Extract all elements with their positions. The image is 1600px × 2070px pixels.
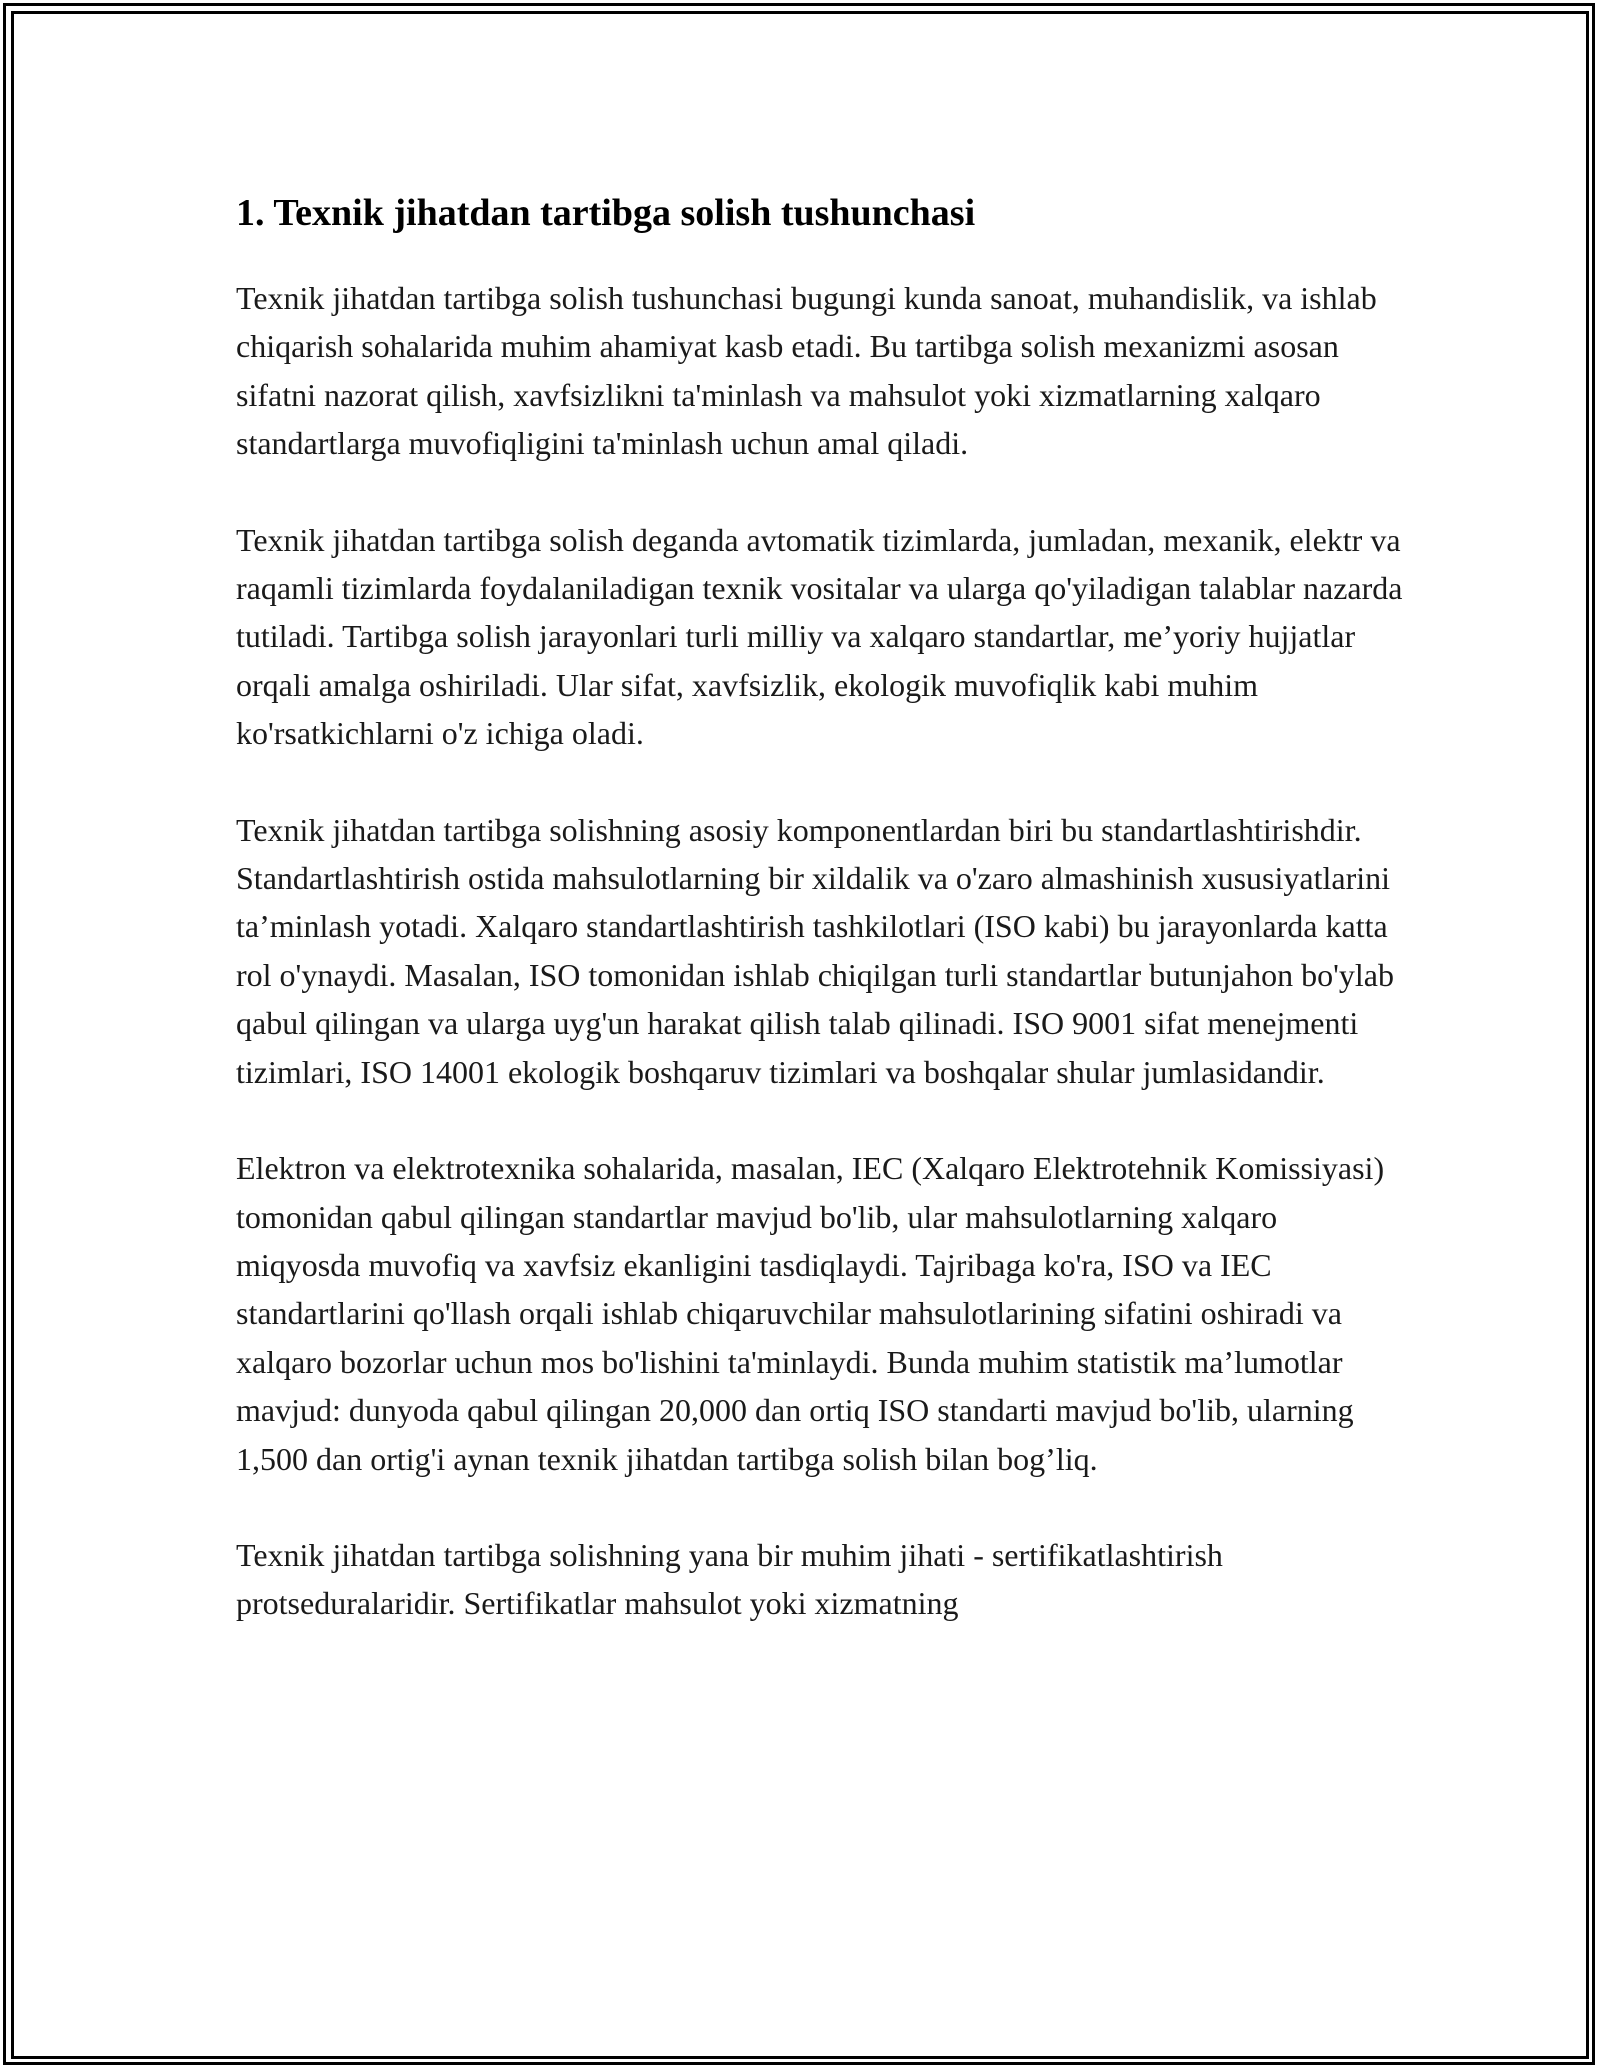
paragraph-1: Texnik jihatdan tartibga solish tushunchasi bugungi kunda sanoat, muhandislik, va ishlab chiqarish sohalarida muhim ahamiyat kasb etadi. Bu tartibga solish mexanizmi asosan sifatni nazorat qilish, xavfsizlikni ta'minlash va mahsulot yoki xizmatlarning xalqaro standartlarga muvofiqligini ta'minlash uchun amal qiladi. <box>236 280 1377 462</box>
section-title: 1. Texnik jihatdan tartibga solish tushunchasi <box>236 192 976 234</box>
paragraph-4: Elektron va elektrotexnika sohalarida, masalan, IEC (Xalqaro Elektrotehnik Komissiyasi) tomonidan qabul qilingan standartlar mavjud bo'lib, ular mahsulotlarning xalqaro miqyosda muvofiq va xavfsiz ekanligini tasdiqlaydi. Tajribaga ko'ra, ISO va IEC standartlarini qo'llash orqali ishlab chiqaruvchilar mahsulotlarining sifatini oshiradi va xalqaro bozorlar uchun mos bo'lishini ta'minlaydi. Bunda muhim statistik ma’lumotlar mavjud: dunyoda qabul qilingan 20,000 dan ortiq ISO standarti mavjud bo'lib, ularning 1,500 dan ortig'i aynan texnik jihatdan tartibga solish bilan bog’liq. <box>236 1150 1385 1477</box>
paragraph-2: Texnik jihatdan tartibga solish deganda avtomatik tizimlarda, jumladan, mexanik, elektr va raqamli tizimlarda foydalaniladigan texnik vositalar va ularga qo'yiladigan talablar nazarda tutiladi. Tartibga solish jarayonlari turli milliy va xalqaro standartlar, me’yoriy hujjatlar orqali amalga oshiriladi. Ular sifat, xavfsizlik, ekologik muvofiqlik kabi muhim ko'rsatkichlarni o'z ichiga oladi. <box>236 521 1403 752</box>
document-body <box>236 186 1406 1628</box>
paragraph-5: Texnik jihatdan tartibga solishning yana bir muhim jihati - sertifikatlashtirish protseduralaridir. Sertifikatlar mahsulot yoki xizmatning <box>236 1536 1223 1622</box>
paragraph-3: Texnik jihatdan tartibga solishning asosiy komponentlardan biri bu standartlashtirishdir. Standartlashtirish ostida mahsulotlarning bir xildalik va o'zaro almashinish xususiyatlarini ta’minlash yotadi. Xalqaro standartlashtirish tashkilotlari (ISO kabi) bu jarayonlarda katta rol o'ynaydi. Masalan, ISO tomonidan ishlab chiqilgan turli standartlar butunjahon bo'ylab qabul qilingan va ularga uyg'un harakat qilish talab qilinadi. ISO 9001 sifat menejmenti tizimlari, ISO 14001 ekologik boshqaruv tizimlari va boshqalar shular jumlasidandir. <box>236 811 1394 1090</box>
